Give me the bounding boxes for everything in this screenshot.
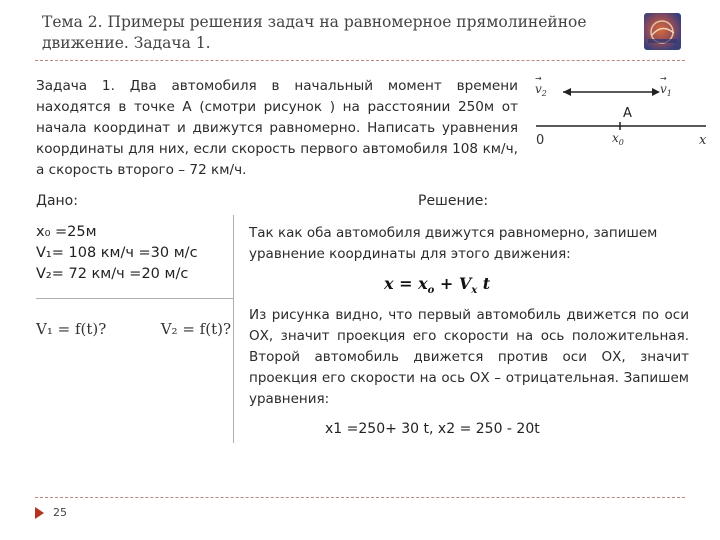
v2-vector-mark: →	[535, 74, 542, 83]
given-v2: V₂= 72 км/ч =20 м/с	[36, 266, 189, 282]
given-v1: V₁= 108 км/ч =30 м/с	[36, 245, 198, 261]
motion-diagram	[528, 72, 714, 152]
v1-vector-mark: →	[660, 74, 667, 83]
v2-arrowhead	[563, 88, 571, 96]
title-divider	[35, 60, 685, 61]
v1-arrowhead	[652, 88, 660, 96]
given-heading: Дано:	[36, 193, 78, 209]
find-functions	[36, 320, 231, 338]
point-a-label: A	[623, 106, 632, 121]
task-text: Задача 1. Два автомобиля в начальный момент времени находятся в точке А (смотри рисунок ) на расстоянии 250м от начала координат и движутся равномерно. Написать уравнения координаты для них, если скорость первого автомобиля 108 км/ч, а скорость второго – 72 км/ч.	[36, 78, 518, 178]
solution-paragraph-1: Так как оба автомобиля движутся равномерно, запишем уравнение координаты для этого движения:	[249, 225, 658, 262]
find-v2: V₂ = f(t)?	[160, 320, 231, 338]
v2-label: $v_2$	[535, 82, 547, 98]
page-number: 25	[53, 506, 67, 519]
x0-label: $x_0$	[612, 131, 624, 147]
v1-label: $v_1$	[660, 82, 672, 98]
table-horizontal-divider	[36, 298, 233, 299]
axis-x-label: x	[699, 133, 707, 148]
origin-label: 0	[536, 133, 545, 148]
slide-title: Тема 2. Примеры решения задач на равномерное прямолинейное движение. Задача 1.	[42, 13, 587, 52]
footer-arrow-icon	[35, 507, 44, 519]
given-values	[36, 222, 198, 285]
result-equations: x1 =250+ 30 t, x2 = 250 - 20t	[325, 421, 540, 437]
find-v1: V₁ = f(t)?	[36, 320, 107, 338]
footer-divider	[35, 497, 685, 498]
table-vertical-divider	[233, 215, 234, 443]
given-x0: x₀ =25м	[36, 224, 97, 240]
solution-heading: Решение:	[418, 193, 489, 209]
logo-icon	[644, 13, 681, 50]
coordinate-formula: $x = x_o + V_x$ t	[384, 274, 491, 297]
logo	[644, 13, 681, 50]
solution-paragraph-2: Из рисунка видно, что первый автомобиль движется по оси ОХ, значит проекция его скорости на ось положительная. Второй автомобиль движется против оси ОХ, значит проекция его скорости на ось ОХ – отрицательная. Запишем уравнения:	[249, 307, 689, 407]
